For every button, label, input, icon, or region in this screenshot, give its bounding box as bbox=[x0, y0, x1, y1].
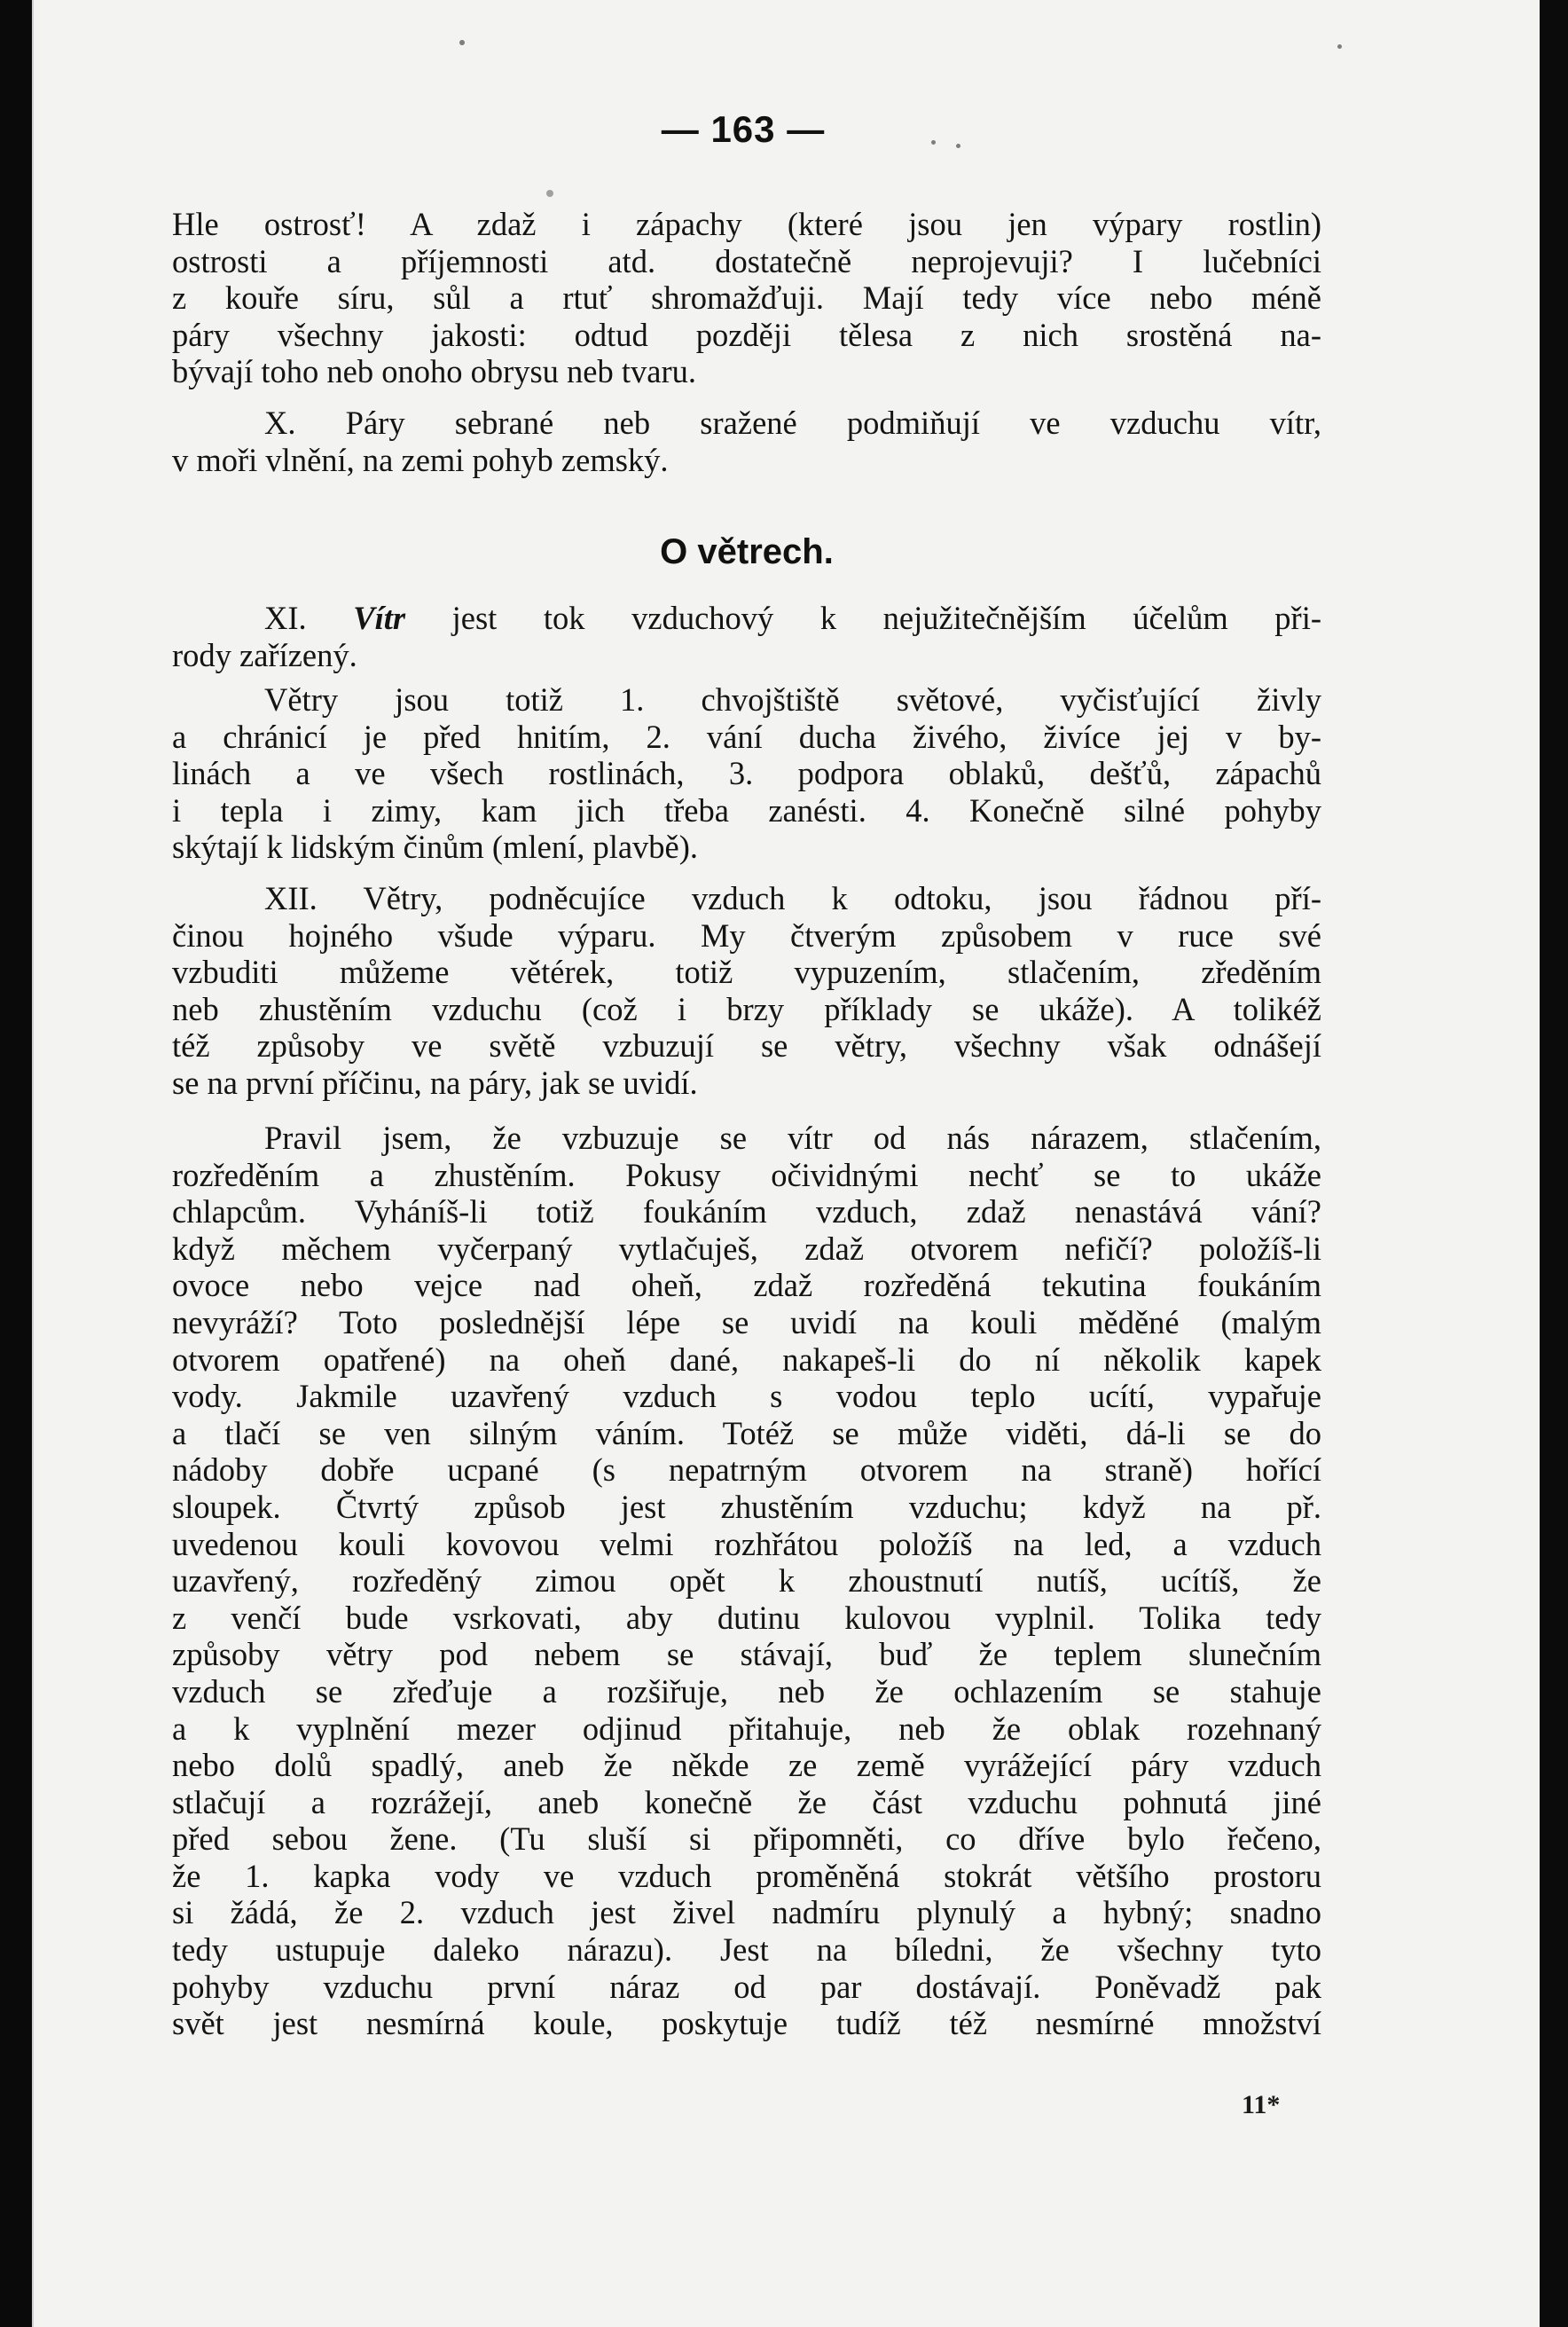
text-line: rody zařízený. bbox=[172, 636, 357, 673]
scan-edge bbox=[0, 0, 32, 2327]
text-line: linách a ve všech rostlinách, 3. podpora oblaků, dešťů, zápachů bbox=[172, 755, 1321, 792]
text-line: a chránicí je před hnitím, 2. vání ducha živého, živíce jej v by- bbox=[172, 718, 1321, 755]
text-line: když měchem vyčerpaný vytlačuješ, zdaž otvorem nefičí? položíš-li bbox=[172, 1230, 1321, 1267]
text-line: páry všechny jakosti: odtud později tělesa z nich srostěná na- bbox=[172, 316, 1321, 353]
text-line: ovoce nebo vejce nad oheň, zdaž rozředěná tekutina foukáním bbox=[172, 1267, 1321, 1304]
text-line: a k vyplnění mezer odjinud přitahuje, neb že oblak rozehnaný bbox=[172, 1710, 1321, 1747]
paragraph-xii bbox=[172, 880, 1321, 1102]
text-line bbox=[172, 600, 1321, 637]
text-line: vzduch se zřeďuje a rozšiřuje, neb že ochlazením se stahuje bbox=[172, 1672, 1321, 1710]
scan-speck bbox=[546, 190, 553, 197]
text-line: otvorem opatřené) na oheň dané, nakapeš-li do ní několik kapek bbox=[172, 1340, 1321, 1378]
text-line: chlapcům. Vyháníš-li totiž foukáním vzduch, zdaž nenastává vání? bbox=[172, 1193, 1321, 1230]
text-line: též způsoby ve světě vzbuzují se větry, všechny však odnášejí bbox=[172, 1027, 1321, 1065]
paragraph-x bbox=[172, 405, 1321, 478]
text-line: X. Páry sebrané neb sražené podmiňují ve vzduchu vítr, bbox=[264, 405, 1321, 441]
text-line: před sebou žene. (Tu sluší si připomněti, co dříve bylo řečeno, bbox=[172, 1820, 1321, 1858]
text-line: z venčí bude vsrkovati, aby dutinu kulovou vyplnil. Tolika tedy bbox=[172, 1599, 1321, 1636]
text-line: svět jest nesmírná koule, poskytuje tudíž též nesmírné množství bbox=[172, 2005, 1321, 2042]
text-line: rozředěním a zhustěním. Pokusy očividnými nechť se to ukáže bbox=[172, 1156, 1321, 1193]
text-line: Větry jsou totiž 1. chvojštiště světové, vyčisťující živly bbox=[264, 681, 1321, 718]
text-line: se na první příčinu, na páry, jak se uvidí. bbox=[172, 1064, 698, 1101]
text-line: si žádá, že 2. vzduch jest živel nadmíru plynulý a hybný; snadno bbox=[172, 1894, 1321, 1931]
text-line: vody. Jakmile uzavřený vzduch s vodou teplo ucítí, vypařuje bbox=[172, 1378, 1321, 1415]
text-line: z kouře síru, sůl a rtuť shromažďuji. Mají tedy více nebo méně bbox=[172, 279, 1321, 317]
text-line: a tlačí se ven silným váním. Totéž se může viděti, dá-li se do bbox=[172, 1414, 1321, 1451]
text-line: vzbuditi můžeme větérek, totiž vypuzením, stlačením, zředěním bbox=[172, 954, 1321, 991]
paragraph-winds-list bbox=[172, 681, 1321, 866]
italic-term: Vítr bbox=[353, 600, 406, 636]
paragraph-number: XI. bbox=[264, 600, 307, 636]
text-line: nevyráží? Toto poslednější lépe se uvidí na kouli měděné (malým bbox=[172, 1303, 1321, 1340]
text-line: Pravil jsem, že vzbuzuje se vítr od nás nárazem, stlačením, bbox=[264, 1120, 1321, 1156]
text-line: způsoby větry pod nebem se stávají, buď že teplem slunečním bbox=[172, 1636, 1321, 1673]
text-line: nádoby dobře ucpané (s nepatrným otvorem na straně) hořící bbox=[172, 1451, 1321, 1489]
text-line: ostrosti a příjemnosti atd. dostatečně neprojevuji? I lučebníci bbox=[172, 242, 1321, 279]
paragraph-experiments bbox=[172, 1120, 1321, 2042]
text-line: stlačují a rozrážejí, aneb konečně že část vzduchu pohnutá jiné bbox=[172, 1783, 1321, 1820]
paragraph-intro bbox=[172, 206, 1321, 390]
text-line: pohyby vzduchu první náraz od par dostávají. Poněvadž pak bbox=[172, 1968, 1321, 2005]
signature-mark: 11* bbox=[1242, 2090, 1281, 2119]
text-line: neb zhustěním vzduchu (což i brzy příklady se ukáže). A tolikéž bbox=[172, 990, 1321, 1027]
paragraph-xi bbox=[172, 600, 1321, 673]
scan-speck bbox=[1337, 44, 1342, 49]
text-line: tedy ustupuje daleko nárazu). Jest na bíledni, že všechny tyto bbox=[172, 1931, 1321, 1969]
book-page bbox=[32, 0, 1540, 2327]
section-heading: O větrech. bbox=[660, 532, 834, 571]
text-line: uzavřený, rozředěný zimou opět k zhoustnutí nutíš, ucítíš, že bbox=[172, 1562, 1321, 1600]
page-number: — 163 — bbox=[661, 108, 826, 150]
text-line: XII. Větry, podněcujíce vzduch k odtoku, jsou řádnou pří- bbox=[264, 880, 1321, 916]
text-line: sloupek. Čtvrtý způsob jest zhustěním vzduchu; když na př. bbox=[172, 1488, 1321, 1525]
text-line: v moři vlnění, na zemi pohyb zemský. bbox=[172, 441, 669, 478]
text-line: že 1. kapka vody ve vzduch proměněná stokrát většího prostoru bbox=[172, 1857, 1321, 1894]
text-line: uvedenou kouli kovovou velmi rozhřátou položíš na led, a vzduch bbox=[172, 1525, 1321, 1562]
text-line: Hle ostrosť! A zdaž i zápachy (které jsou jen výpary rostlin) bbox=[172, 206, 1321, 242]
text-line: skýtají k lidským činům (mlení, plavbě). bbox=[172, 829, 699, 866]
text-line: nebo dolů spadlý, aneb že někde ze země vyrážející páry vzduch bbox=[172, 1747, 1321, 1784]
scan-speck bbox=[459, 40, 465, 45]
text-line: bývají toho neb onoho obrysu neb tvaru. bbox=[172, 353, 697, 390]
text-line: i tepla i zimy, kam jich třeba zanésti. 4. Konečně silné pohyby bbox=[172, 791, 1321, 829]
text-fragment: jest tok vzduchový k nejužitečnějším účelům při- bbox=[451, 600, 1321, 636]
text-line: činou hojného všude výparu. My čtverým způsobem v ruce své bbox=[172, 916, 1321, 954]
